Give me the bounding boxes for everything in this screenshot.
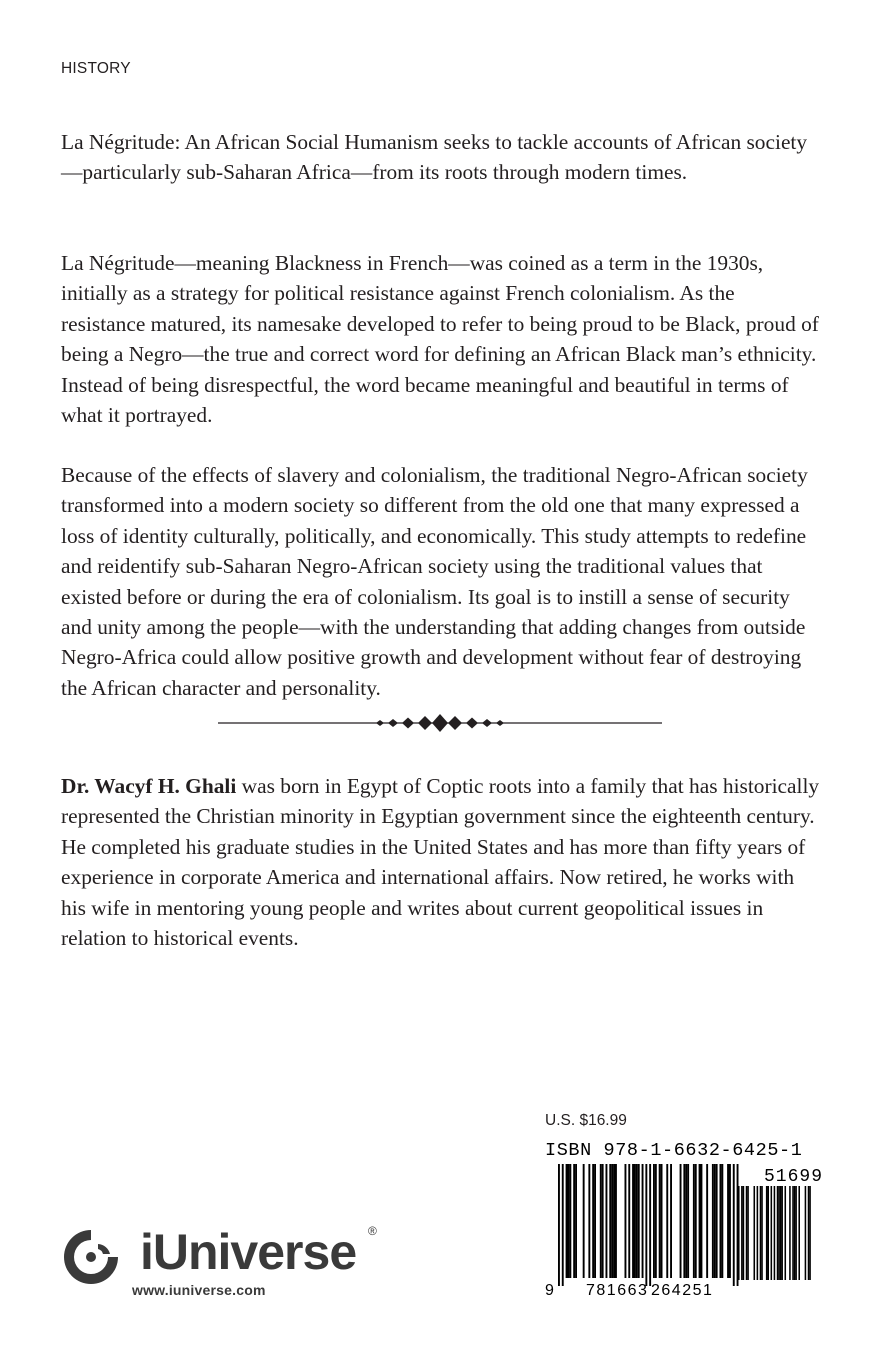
barcode-bar — [562, 1164, 564, 1286]
barcode-bar — [606, 1164, 608, 1278]
description-paragraph-1: La Négritude: An African Social Humanism seeks to tackle accounts of African society—particularly sub-Saharan Africa—from its roots through modern times. — [61, 130, 808, 185]
ean-first-digit: 9 — [545, 1282, 554, 1298]
addon-price-code: 51699 — [764, 1167, 824, 1187]
barcode-bar — [794, 1186, 796, 1280]
barcode-bar — [780, 1186, 782, 1280]
barcode-bar — [613, 1164, 615, 1278]
barcode-bar — [701, 1164, 703, 1278]
author-bio-text: was born in Egypt of Coptic roots into a family that has historically represented the Christian minority in Egyptian government since the eighteenth century. He completed his graduate studies in the United States and has more than fifty years of experience in corporate America and international affairs. Now retired, he works with his wife in mentoring young people and writes about current geopolitical issues in relation to historical events. — [61, 774, 820, 951]
barcode-bar — [638, 1164, 640, 1278]
barcode-bar — [714, 1164, 716, 1278]
category-label: HISTORY — [61, 60, 131, 77]
isbn-label: ISBN 978-1-6632-6425-1 — [545, 1140, 803, 1161]
barcode-bar — [795, 1186, 797, 1280]
barcode-bar — [653, 1164, 655, 1278]
ean-left-digits: 781663 — [586, 1282, 649, 1298]
barcode-bar — [575, 1164, 577, 1278]
author-name: Dr. Wacyf H. Ghali — [61, 774, 237, 798]
barcode — [542, 1164, 826, 1298]
barcode-bar — [741, 1186, 743, 1280]
price-label: U.S. $16.99 — [545, 1112, 627, 1129]
description-paragraph-2: La Négritude—meaning Blackness in French—was coined as a term in the 1930s, initially as a strategy for political resistance against French colonialism. As the resistance matured, its namesake developed to refer to being proud to be Black, proud of being a Negro—the true and correct word for defining an African Black man’s ethnicity. Instead of being disrespectful, the word became meaningful and beautiful in terms of what it portrayed. — [61, 251, 819, 428]
barcode-bar — [568, 1164, 570, 1278]
barcode-bar — [721, 1164, 723, 1278]
barcode-bar — [670, 1164, 672, 1278]
barcode-bar — [600, 1164, 602, 1278]
publisher-url: www.iuniverse.com — [132, 1282, 266, 1298]
barcode-bar — [592, 1164, 594, 1278]
description-paragraph-3: Because of the effects of slavery and colonialism, the traditional Negro-African society transformed into a modern society so different from the old one that many expressed a loss of identity culturally, politically, and economically. This study attempts to redefine and reidentify sub-Saharan Negro-African society using the traditional values that existed before or during the era of colonialism. Its goal is to instill a sense of security and unity among the people—with the understanding that adding changes from outside Negro-Africa could allow positive growth and development without fear of destroying the African character and personality. — [61, 463, 808, 700]
barcode-bar — [738, 1186, 740, 1280]
barcode-bar — [767, 1186, 769, 1280]
barcode-bar — [615, 1164, 617, 1278]
barcode-bar — [693, 1164, 695, 1278]
registered-mark: ® — [368, 1224, 377, 1238]
barcode-bar — [706, 1164, 708, 1278]
barcode-bar — [594, 1164, 596, 1278]
barcode-bar — [695, 1164, 697, 1278]
barcode-bar — [655, 1164, 657, 1278]
publisher-name: iUniverse — [140, 1224, 357, 1280]
barcode-bar — [609, 1164, 611, 1278]
barcode-bar — [774, 1186, 776, 1280]
barcode-bar — [588, 1164, 590, 1278]
barcode-bar — [805, 1186, 807, 1280]
barcode-bar — [785, 1186, 787, 1280]
barcode-bar — [808, 1186, 810, 1280]
barcode-bar — [747, 1186, 749, 1280]
barcode-bar — [743, 1186, 745, 1280]
iuniverse-swirl-icon — [60, 1226, 122, 1288]
barcode-bar — [634, 1164, 636, 1278]
barcode-bar — [659, 1164, 661, 1278]
barcode-bar — [733, 1164, 735, 1286]
barcode-bar — [792, 1186, 794, 1280]
ean-right-digits: 264251 — [651, 1282, 714, 1298]
barcode-bar — [683, 1164, 685, 1278]
publisher-logo — [60, 1222, 390, 1304]
ornament-divider — [218, 710, 662, 736]
barcode-bar — [716, 1164, 718, 1278]
barcode-bar — [666, 1164, 668, 1278]
barcode-bar — [778, 1186, 780, 1280]
barcode-bar — [573, 1164, 575, 1278]
barcode-bar — [569, 1164, 571, 1278]
barcode-bar — [645, 1164, 647, 1286]
barcode-bar — [628, 1164, 630, 1278]
barcode-bar — [761, 1186, 763, 1280]
barcode-bar — [649, 1164, 651, 1286]
barcode-bar — [625, 1164, 627, 1278]
barcode-bar — [757, 1186, 759, 1280]
barcode-bar — [687, 1164, 689, 1278]
barcode-bar — [809, 1186, 811, 1280]
barcode-bar — [720, 1164, 722, 1278]
barcode-bar — [611, 1164, 613, 1278]
barcode-bar — [754, 1186, 756, 1280]
barcode-bar — [602, 1164, 604, 1278]
barcode-bar — [642, 1164, 644, 1278]
barcode-bar — [789, 1186, 791, 1280]
barcode-bar — [712, 1164, 714, 1278]
barcode-bar — [746, 1186, 748, 1280]
barcode-bar — [729, 1164, 731, 1278]
barcode-bar — [781, 1186, 783, 1280]
barcode-bar — [685, 1164, 687, 1278]
barcode-bar — [766, 1186, 768, 1280]
barcode-bar — [771, 1186, 773, 1280]
author-bio — [61, 771, 823, 953]
barcode-bar — [777, 1186, 779, 1280]
barcode-bar — [632, 1164, 634, 1278]
barcode-bar — [798, 1186, 800, 1280]
barcode-bar — [583, 1164, 585, 1278]
barcode-bar — [760, 1186, 762, 1280]
barcode-bar — [566, 1164, 568, 1278]
barcode-bar — [727, 1164, 729, 1278]
barcode-bar — [699, 1164, 701, 1278]
barcode-bar — [558, 1164, 560, 1286]
barcode-bar — [680, 1164, 682, 1278]
barcode-bar — [661, 1164, 663, 1278]
barcode-bar — [636, 1164, 638, 1278]
